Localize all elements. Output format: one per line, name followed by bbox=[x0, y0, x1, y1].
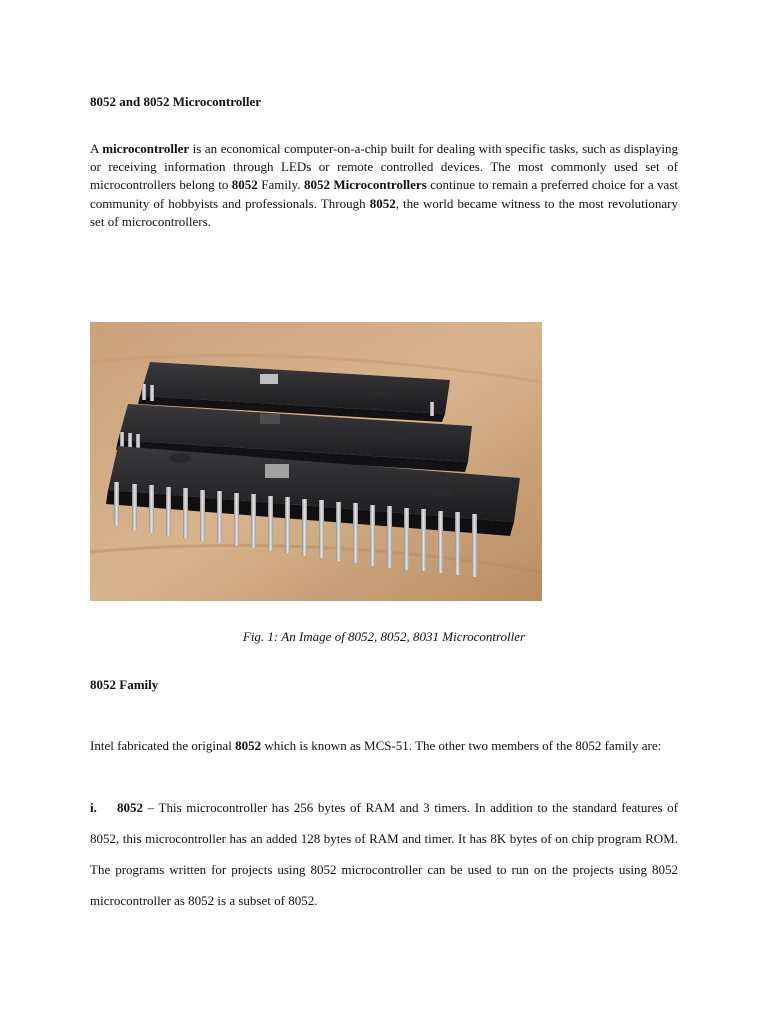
microcontroller-photo bbox=[90, 322, 542, 601]
section-paragraph bbox=[90, 730, 678, 761]
section-bold-1: 8052 bbox=[235, 738, 262, 753]
list-item-text: – This microcontroller has 256 bytes of RAM and 3 timers. In addition to the standard features of 8052, this microcontroller has an added 128 bytes of RAM and timer. It has 8K bytes of on chip program ROM. The programs written for projects using 8052 microcontroller can be used to run on the projects using 8052 microcontroller as 8052 is a subset of 8052. bbox=[90, 800, 678, 908]
intro-text-4: continue to remain a preferred choice for a vast community of hobbyists and professionals. Through bbox=[90, 177, 678, 211]
list-item bbox=[90, 792, 678, 916]
figure-caption: Fig. 1: An Image of 8052, 8052, 8031 Microcontroller bbox=[242, 629, 526, 644]
list-marker: i. bbox=[90, 800, 97, 815]
section-heading: 8052 Family bbox=[90, 677, 159, 692]
intro-text-2: is an economical computer-on-a-chip built for dealing with specific tasks, such as displaying or receiving information through LEDs or remote controlled devices. The most commonly used set of microcontrollers belong to bbox=[90, 141, 678, 193]
list-item-bold: 8052 bbox=[117, 800, 143, 815]
intro-bold-1: microcontroller bbox=[102, 141, 190, 156]
intro-bold-2: 8052 bbox=[231, 177, 258, 193]
intro-text-3: Family. bbox=[257, 177, 304, 193]
section-text-2: which is known as MCS-51. The other two members of the 8052 family are: bbox=[261, 738, 662, 753]
intro-text-5: , the world became witness to the most revolutionary set of microcontrollers. bbox=[90, 195, 678, 229]
intro-text-1: A bbox=[90, 141, 103, 156]
section-text-1: Intel fabricated the original bbox=[90, 738, 236, 753]
document-title: 8052 and 8052 Microcontroller bbox=[90, 94, 262, 109]
intro-paragraph bbox=[90, 140, 678, 231]
intro-bold-4: 8052 bbox=[369, 195, 396, 211]
intro-bold-3: 8052 Microcontrollers bbox=[303, 177, 427, 193]
